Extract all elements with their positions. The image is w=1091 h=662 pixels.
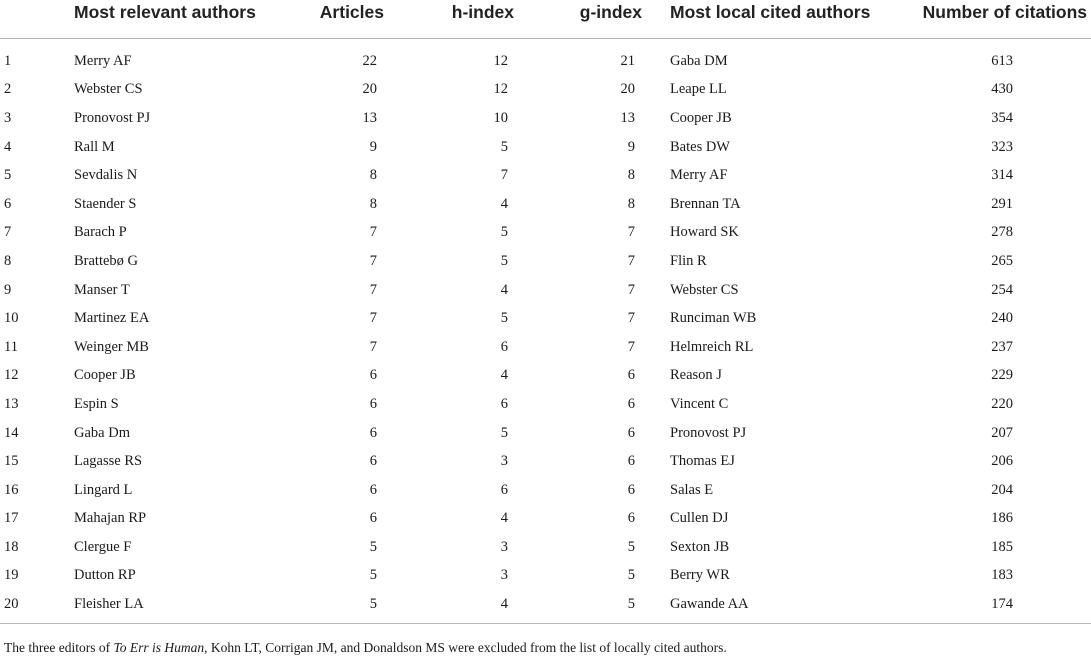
table-row [0, 505, 1091, 534]
local-cited-author-cell: Vincent C [670, 395, 729, 412]
citations-cell: 185 [991, 538, 1013, 555]
h-index-cell: 6 [500, 481, 508, 498]
table-row [0, 104, 1091, 133]
local-cited-author-cell: Webster CS [670, 281, 739, 298]
articles-cell: 6 [369, 510, 377, 527]
g-index-cell: 5 [514, 590, 642, 623]
author-cell: Lagasse RS [74, 453, 143, 470]
header-most-relevant-authors: Most relevant authors [74, 0, 254, 39]
table-body [0, 39, 1091, 624]
citations-cell: 207 [991, 424, 1013, 441]
rank-cell: 17 [4, 510, 19, 527]
table-row [0, 190, 1091, 219]
h-index-cell: 4 [384, 590, 514, 623]
g-index-cell: 7 [627, 338, 635, 355]
table-row [0, 39, 1091, 76]
g-index-cell: 6 [627, 510, 635, 527]
rank-cell: 13 [4, 395, 19, 412]
h-index-cell: 5 [500, 424, 508, 441]
articles-cell: 7 [369, 224, 377, 241]
local-cited-author-cell: Merry AF [670, 167, 728, 184]
local-cited-author-cell: Pronovost PJ [670, 424, 747, 441]
g-index-cell: 6 [627, 424, 635, 441]
citations-cell: 354 [991, 109, 1013, 126]
header-most-local-cited-authors: Most local cited authors [642, 0, 906, 39]
author-cell: Webster CS [74, 81, 143, 98]
g-index-cell: 8 [627, 195, 635, 212]
articles-cell: 20 [362, 81, 377, 98]
local-cited-author-cell: Sexton JB [670, 538, 730, 555]
local-cited-author-cell: Helmreich RL [670, 338, 754, 355]
local-cited-author-cell: Leape LL [670, 81, 727, 98]
articles-cell: 8 [369, 195, 377, 212]
author-cell: Manser T [74, 281, 130, 298]
citations-cell: 323 [991, 138, 1013, 155]
g-index-cell: 5 [627, 567, 635, 584]
rank-cell: 5 [4, 167, 12, 184]
local-cited-author-cell: Thomas EJ [670, 453, 735, 470]
citations-cell: 291 [991, 195, 1013, 212]
citations-cell: 265 [991, 252, 1013, 269]
table-row [0, 304, 1091, 333]
table-row [0, 533, 1091, 562]
table-row [0, 562, 1091, 591]
local-cited-author-cell: Gaba DM [670, 52, 728, 69]
g-index-cell: 7 [627, 310, 635, 327]
local-cited-author-cell: Brennan TA [670, 195, 741, 212]
author-cell: Sevdalis N [74, 167, 138, 184]
author-cell: Weinger MB [74, 338, 149, 355]
citations-cell: 183 [991, 567, 1013, 584]
table-row [0, 247, 1091, 276]
rank-cell: 9 [4, 281, 12, 298]
author-cell: Clergue F [74, 538, 132, 555]
header-h-index: h-index [384, 0, 514, 39]
rank-cell: 2 [4, 81, 12, 98]
table-row [0, 390, 1091, 419]
table-row [0, 419, 1091, 448]
header-rank [0, 0, 74, 39]
rank-cell: 3 [4, 109, 12, 126]
citations-cell: 204 [991, 481, 1013, 498]
rank-cell: 1 [4, 52, 12, 69]
author-cell: Pronovost PJ [74, 109, 151, 126]
rank-cell: 10 [4, 310, 19, 327]
citations-cell: 278 [991, 224, 1013, 241]
footnote-text-before: The three editors of [4, 640, 114, 655]
h-index-cell: 3 [500, 453, 508, 470]
local-cited-author-cell: Runciman WB [670, 310, 757, 327]
rank-cell: 16 [4, 481, 19, 498]
table-row [0, 133, 1091, 162]
rank-cell: 7 [4, 224, 12, 241]
header-g-index: g-index [514, 0, 642, 39]
author-cell: Barach P [74, 224, 127, 241]
table-row [0, 476, 1091, 505]
author-cell: Cooper JB [74, 367, 136, 384]
table-row [0, 161, 1091, 190]
g-index-cell: 6 [627, 453, 635, 470]
g-index-cell: 7 [627, 252, 635, 269]
citations-cell: 174 [906, 590, 1091, 623]
g-index-cell: 6 [627, 367, 635, 384]
g-index-cell: 13 [620, 109, 635, 126]
articles-cell: 7 [369, 338, 377, 355]
articles-cell: 22 [362, 52, 377, 69]
table-row [0, 76, 1091, 105]
articles-cell: 5 [254, 590, 384, 623]
local-cited-author-cell: Salas E [670, 481, 714, 498]
h-index-cell: 4 [500, 510, 508, 527]
author-cell: Rall M [74, 138, 115, 155]
citations-cell: 613 [991, 52, 1013, 69]
g-index-cell: 21 [620, 52, 635, 69]
table-row [0, 219, 1091, 248]
rank-cell: 19 [4, 567, 19, 584]
header-number-of-citations: Number of citations [906, 0, 1091, 39]
table-row [0, 333, 1091, 362]
citations-cell: 229 [991, 367, 1013, 384]
citations-cell: 314 [991, 167, 1013, 184]
citations-cell: 237 [991, 338, 1013, 355]
articles-cell: 6 [369, 424, 377, 441]
rank-cell: 18 [4, 538, 19, 555]
local-cited-author-cell: Berry WR [670, 567, 730, 584]
articles-cell: 7 [369, 281, 377, 298]
articles-cell: 6 [369, 367, 377, 384]
h-index-cell: 4 [500, 281, 508, 298]
h-index-cell: 12 [493, 81, 508, 98]
local-cited-author-cell: Reason J [670, 367, 722, 384]
local-cited-author-cell: Gawande AA [642, 590, 906, 623]
h-index-cell: 3 [500, 538, 508, 555]
citations-cell: 254 [991, 281, 1013, 298]
h-index-cell: 10 [493, 109, 508, 126]
rank-cell: 12 [4, 367, 19, 384]
h-index-cell: 5 [500, 138, 508, 155]
author-cell: Fleisher LA [74, 590, 254, 623]
g-index-cell: 6 [627, 395, 635, 412]
local-cited-author-cell: Flin R [670, 252, 707, 269]
author-cell: Martinez EA [74, 310, 150, 327]
rank-cell: 6 [4, 195, 12, 212]
author-cell: Mahajan RP [74, 510, 147, 527]
author-cell: Dutton RP [74, 567, 136, 584]
h-index-cell: 5 [500, 224, 508, 241]
g-index-cell: 5 [627, 538, 635, 555]
citations-cell: 220 [991, 395, 1013, 412]
h-index-cell: 5 [500, 310, 508, 327]
articles-cell: 6 [369, 481, 377, 498]
rank-cell: 14 [4, 424, 19, 441]
h-index-cell: 4 [500, 367, 508, 384]
articles-cell: 7 [369, 252, 377, 269]
header-row [0, 0, 1091, 39]
articles-cell: 6 [369, 395, 377, 412]
footnote-book-title: To Err is Human [113, 640, 205, 655]
author-cell: Brattebø G [74, 252, 139, 269]
articles-cell: 5 [369, 567, 377, 584]
author-cell: Merry AF [74, 52, 132, 69]
local-cited-author-cell: Bates DW [670, 138, 730, 155]
h-index-cell: 3 [500, 567, 508, 584]
h-index-cell: 7 [500, 167, 508, 184]
table-row [0, 447, 1091, 476]
articles-cell: 13 [362, 109, 377, 126]
header-articles: Articles [254, 0, 384, 39]
author-cell: Espin S [74, 395, 119, 412]
table-row [0, 590, 1091, 623]
h-index-cell: 5 [500, 252, 508, 269]
citations-cell: 186 [991, 510, 1013, 527]
rank-cell: 20 [0, 590, 74, 623]
local-cited-author-cell: Howard SK [670, 224, 739, 241]
articles-cell: 6 [369, 453, 377, 470]
g-index-cell: 7 [627, 281, 635, 298]
local-cited-author-cell: Cooper JB [670, 109, 732, 126]
citations-cell: 240 [991, 310, 1013, 327]
g-index-cell: 8 [627, 167, 635, 184]
rank-cell: 8 [4, 252, 12, 269]
articles-cell: 7 [369, 310, 377, 327]
table-footnote [4, 640, 727, 656]
rank-cell: 15 [4, 453, 19, 470]
articles-cell: 9 [369, 138, 377, 155]
author-cell: Lingard L [74, 481, 133, 498]
rank-cell: 4 [4, 138, 12, 155]
footnote-text-after: , Kohn LT, Corrigan JM, and Donaldson MS were excluded from the list of locally cited authors. [204, 640, 727, 655]
h-index-cell: 12 [493, 52, 508, 69]
articles-cell: 5 [369, 538, 377, 555]
table-row [0, 276, 1091, 305]
g-index-cell: 20 [620, 81, 635, 98]
author-cell: Gaba Dm [74, 424, 130, 441]
author-cell: Staender S [74, 195, 137, 212]
local-cited-author-cell: Cullen DJ [670, 510, 729, 527]
table-row [0, 362, 1091, 391]
citations-cell: 430 [991, 81, 1013, 98]
g-index-cell: 7 [627, 224, 635, 241]
g-index-cell: 6 [627, 481, 635, 498]
g-index-cell: 9 [627, 138, 635, 155]
articles-cell: 8 [369, 167, 377, 184]
h-index-cell: 6 [500, 395, 508, 412]
citations-cell: 206 [991, 453, 1013, 470]
h-index-cell: 6 [500, 338, 508, 355]
h-index-cell: 4 [500, 195, 508, 212]
rank-cell: 11 [4, 338, 18, 355]
